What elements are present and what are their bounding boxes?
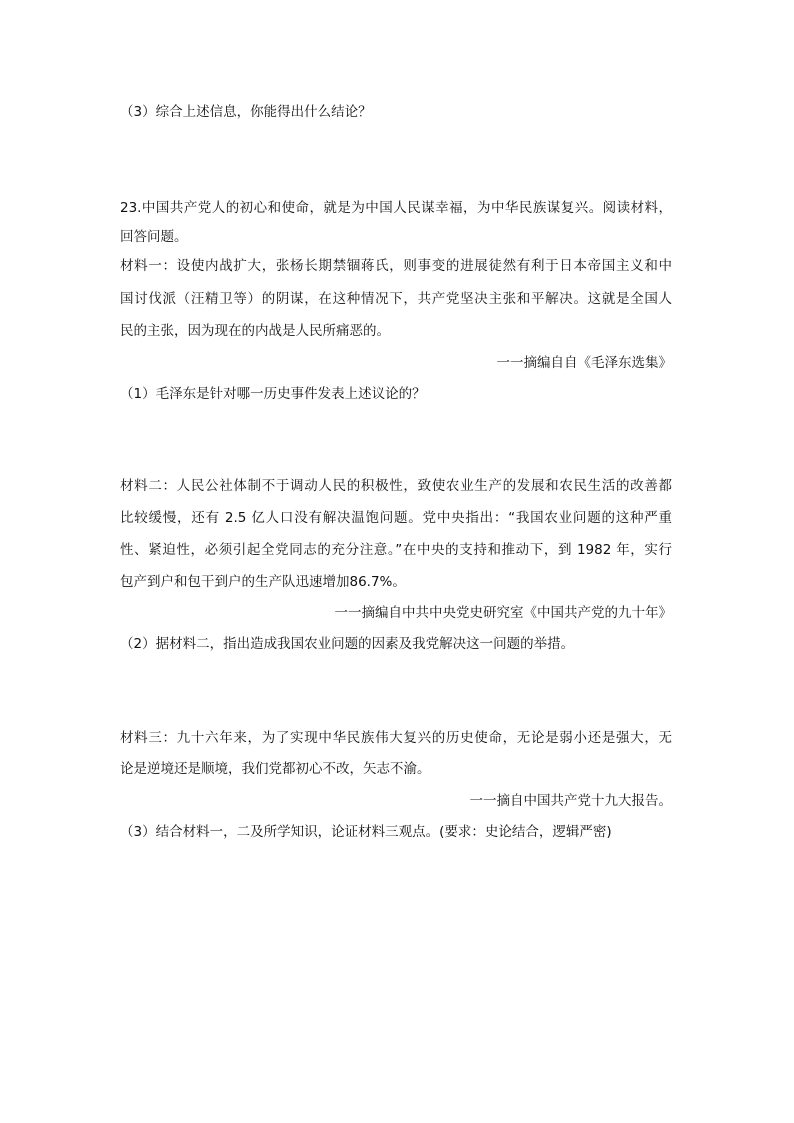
material-1-source: 一一摘编自自《毛泽东选集》: [496, 355, 672, 371]
q22-subquestion-3: （3）综合上述信息，你能得出什么结论？: [120, 104, 372, 120]
q23-stem-line-1: 23.中国共产党人的初心和使命，就是为中国人民谋幸福，为中华民族谋复兴。阅读材料，: [120, 200, 672, 216]
material-2-line-2: 比较缓慢，还有 2.5 亿人口没有解决温饱问题。党中央指出：“我国农业问题的这种严重: [120, 510, 672, 526]
material-1-line-2: 国讨伐派（汪精卫等）的阴谋，在这种情况下，共产党坚决主张和平解决。这就是全国人: [120, 291, 672, 307]
q23-subquestion-2: （2）据材料二，指出造成我国农业问题的因素及我党解决这一问题的举措。: [120, 636, 575, 652]
material-2-line-4: 包产到户和包干到户的生产队迅速增加86.7%。: [120, 574, 406, 590]
material-3-line-2: 论是逆境还是顺境，我们党都初心不改，矢志不渝。: [120, 761, 431, 777]
material-1-line-1: 材料一：设使内战扩大，张杨长期禁锢蒋氏，则事变的进展徒然有利于日本帝国主义和中: [120, 258, 672, 274]
q23-subquestion-3: （3）结合材料一，二及所学知识，论证材料三观点。(要求：史论结合，逻辑严密): [120, 824, 612, 840]
material-2-line-3: 性、紧迫性，必须引起全党同志的充分注意。”在中央的支持和推动下，到 1982 年，实行: [120, 542, 672, 558]
material-3-source: 一一摘自中国共产党十九大报告。: [469, 793, 672, 809]
material-1-line-3: 民的主张，因为现在的内战是人民所痛恶的。: [120, 323, 390, 339]
q23-subquestion-1: （1）毛泽东是针对哪一历史事件发表上述议论的？: [120, 386, 426, 402]
material-2-source: 一一摘编自中共中央党史研究室《中国共产党的九十年》: [334, 605, 672, 621]
material-3-line-1: 材料三：九十六年来，为了实现中华民族伟大复兴的历史使命，无论是弱小还是强大，无: [120, 730, 672, 746]
q23-stem-line-2: 回答问题。: [120, 229, 188, 245]
material-2-line-1: 材料二：人民公社体制不于调动人民的积极性，致使农业生产的发展和农民生活的改善都: [120, 478, 672, 494]
